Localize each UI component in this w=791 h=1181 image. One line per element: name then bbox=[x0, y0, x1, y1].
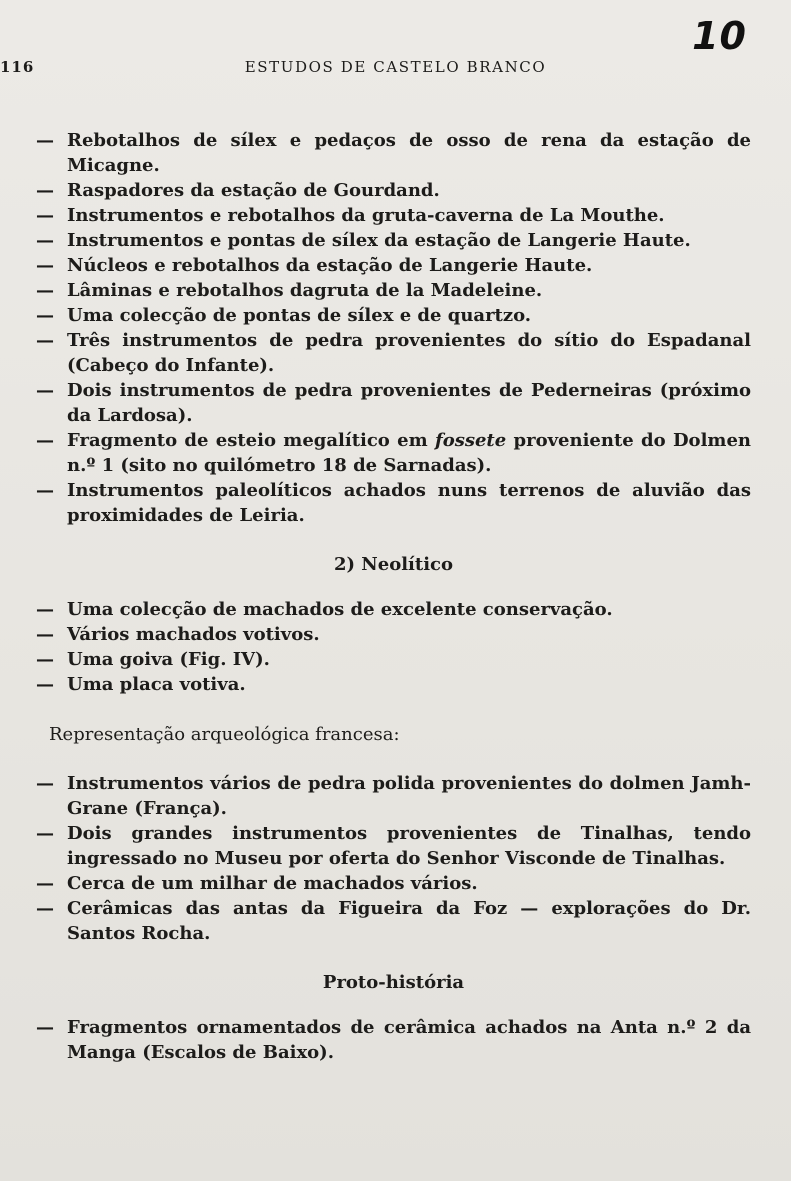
french-list bbox=[36, 771, 751, 946]
fossete-text-after: proveniente do Dolmen n.º 1 (sito no quilómetro 18 de Sarnadas). bbox=[67, 430, 751, 476]
running-title: ESTUDOS DE CASTELO BRANCO bbox=[244, 58, 547, 76]
list-item: — Raspadores da estação de Gourdand. bbox=[36, 178, 751, 203]
list-item: — Uma placa votiva. bbox=[36, 672, 751, 697]
list-item: — Instrumentos paleolíticos achados nuns terrenos de aluvião das proximidades de Leiria. bbox=[36, 478, 751, 528]
list-item: — Instrumentos vários de pedra polida provenientes do dolmen Jamh-Grane (França). bbox=[36, 771, 751, 821]
list-item: — Cerâmicas das antas da Figueira da Foz — explorações do Dr. Santos Rocha. bbox=[36, 896, 751, 946]
fossete-italic-term: fossete bbox=[434, 430, 507, 451]
list-item: — Lâminas e rebotalhos dagruta de la Madeleine. bbox=[36, 278, 751, 303]
list-item-fossete bbox=[36, 428, 751, 478]
handwritten-page-number: 10 bbox=[692, 14, 747, 58]
section-title-neolithic: 2) Neolítico bbox=[333, 554, 453, 575]
list-item: — Uma goiva (Fig. IV). bbox=[36, 647, 751, 672]
list-item: — Núcleos e rebotalhos da estação de Langerie Haute. bbox=[36, 253, 751, 278]
french-representation-intro: Representação arqueológica francesa: bbox=[49, 724, 400, 745]
neolithic-list bbox=[36, 597, 751, 697]
list-item: — Instrumentos e pontas de sílex da estação de Langerie Haute. bbox=[36, 228, 751, 253]
list-item: — Rebotalhos de sílex e pedaços de osso de rena da estação de Micagne. bbox=[36, 128, 751, 178]
list-item: — Vários machados votivos. bbox=[36, 622, 751, 647]
list-item: — Três instrumentos de pedra provenientes do sítio do Espadanal (Cabeço do Infante). bbox=[36, 328, 751, 378]
list-item: — Cerca de um milhar de machados vários. bbox=[36, 871, 751, 896]
fossete-text-before: Fragmento de esteio megalítico em bbox=[67, 430, 435, 451]
page-body bbox=[36, 128, 751, 1065]
paleolithic-list bbox=[36, 128, 751, 528]
list-item: — Dois instrumentos de pedra provenientes de Pederneiras (próximo da Lardosa). bbox=[36, 378, 751, 428]
list-item: — Uma colecção de pontas de sílex e de quartzo. bbox=[36, 303, 751, 328]
list-item: — Dois grandes instrumentos provenientes de Tinalhas, tendo ingressado no Museu por oferta do Senhor Visconde de Tinalhas. bbox=[36, 821, 751, 871]
list-item: — Fragmentos ornamentados de cerâmica achados na Anta n.º 2 da Manga (Escalos de Baixo). bbox=[36, 1015, 751, 1065]
list-item: — Instrumentos e rebotalhos da gruta-caverna de La Mouthe. bbox=[36, 203, 751, 228]
page-number: 116 bbox=[0, 58, 35, 76]
section-title-protohistory: Proto-história bbox=[322, 972, 465, 993]
protohistory-list bbox=[36, 1015, 751, 1065]
list-item: — Uma colecção de machados de excelente conservação. bbox=[36, 597, 751, 622]
